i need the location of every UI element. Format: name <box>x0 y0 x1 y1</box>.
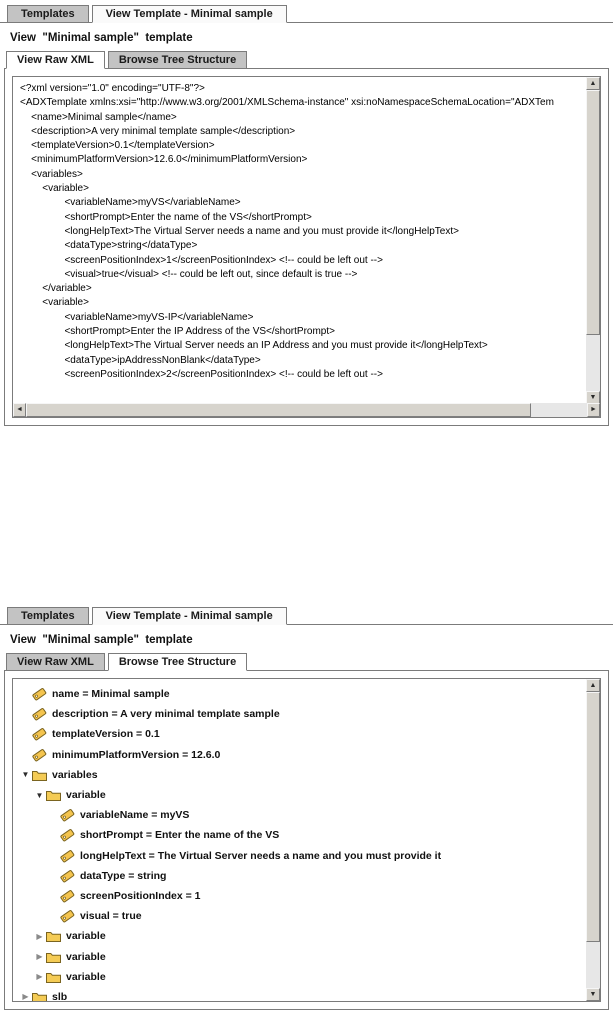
tree-item-label: variable <box>66 970 106 983</box>
tree-item-label: templateVersion = 0.1 <box>52 728 160 741</box>
xml-line: <templateVersion>0.1</templateVersion> <box>20 140 215 152</box>
tree-item-label: dataType = string <box>80 869 167 882</box>
subtab-browse-tree-structure[interactable] <box>108 51 247 69</box>
left-arrow-icon: ◄ <box>16 406 23 413</box>
tree-folder-item[interactable] <box>13 946 586 966</box>
up-arrow-icon: ▲ <box>589 682 597 689</box>
xml-line: <shortPrompt>Enter the IP Address of the VS</shortPrompt> <box>20 326 335 338</box>
collapse-arrow-icon[interactable]: ▼ <box>21 770 30 780</box>
subtab-view-raw-xml[interactable] <box>6 653 105 671</box>
tab-templates[interactable] <box>7 5 89 23</box>
tree-item-label: variable <box>66 789 106 802</box>
horizontal-scrollbar[interactable] <box>13 403 600 417</box>
xml-line: <shortPrompt>Enter the name of the VS</shortPrompt> <box>20 211 312 223</box>
tree-item-label: variable <box>66 950 106 963</box>
tab-templates-label: Templates <box>21 8 75 20</box>
template-tree[interactable] <box>12 678 601 1002</box>
xml-line: <variableName>myVS</variableName> <box>20 197 241 209</box>
subtab-browse-tree-structure[interactable] <box>108 653 247 671</box>
up-arrow-icon: ▲ <box>589 80 597 87</box>
subtab-view-raw-xml-label: View Raw XML <box>17 54 94 66</box>
tree-item-label: longHelpText = The Virtual Server needs a name and you must provide it <box>80 849 442 862</box>
expand-arrow-icon[interactable]: ▶ <box>36 931 43 941</box>
xml-line: <ADXTemplate xmlns:xsi="http://www.w3.org/2001/XMLSchema-instance" xsi:noNamespaceSchemaLocation="ADXTem <box>20 97 554 109</box>
tree-item-label: shortPrompt = Enter the name of the VS <box>80 829 280 842</box>
tree-item-label: description = A very minimal template sample <box>52 708 280 721</box>
scroll-left-button[interactable] <box>13 403 26 417</box>
tree-leaf-item[interactable] <box>13 745 586 765</box>
tab-templates[interactable] <box>7 607 89 625</box>
tree-folder-item[interactable] <box>13 765 586 785</box>
tree-leaf-item[interactable] <box>13 886 586 906</box>
right-arrow-icon: ► <box>590 406 597 413</box>
tree-folder-item[interactable] <box>13 967 586 987</box>
subtab-browse-tree-structure-label: Browse Tree Structure <box>118 656 237 668</box>
tree-item-label: slb <box>52 990 68 1001</box>
xml-line: <screenPositionIndex>1</screenPositionIndex> <!-- could be left out --> <box>20 254 383 266</box>
tag-icon <box>60 889 77 903</box>
xml-line: <description>A very minimal template sample</description> <box>20 125 296 137</box>
xml-line: <longHelpText>The Virtual Server needs a name and you must provide it</longHelpText> <box>20 225 459 237</box>
tree-structure-panel <box>4 670 609 1010</box>
tag-icon <box>60 869 77 883</box>
tag-icon <box>32 707 49 721</box>
tree-folder-item[interactable] <box>13 785 586 805</box>
tree-item-label: name = Minimal sample <box>52 688 170 701</box>
tree-leaf-item[interactable] <box>13 846 586 866</box>
vertical-scroll-thumb[interactable] <box>586 692 600 942</box>
subtab-browse-tree-structure-label: Browse Tree Structure <box>118 54 237 66</box>
raw-xml-panel <box>4 68 609 426</box>
xml-line: <visual>true</visual> <!-- could be left out, since default is true --> <box>20 268 358 280</box>
xml-line: <variableName>myVS-IP</variableName> <box>20 311 254 323</box>
folder-icon <box>32 769 49 781</box>
tree-item-label: variable <box>66 930 106 943</box>
tree-item-label: screenPositionIndex = 1 <box>80 889 201 902</box>
tree-item-label: variables <box>52 768 98 781</box>
vertical-scroll-thumb[interactable] <box>586 90 600 335</box>
down-arrow-icon: ▼ <box>589 991 597 998</box>
scroll-up-button[interactable] <box>586 77 600 90</box>
tree-folder-item[interactable] <box>13 926 586 946</box>
tree-item-label: visual = true <box>80 910 142 923</box>
tree-leaf-item[interactable] <box>13 906 586 926</box>
tree-rows <box>13 679 586 1001</box>
expand-arrow-icon[interactable]: ▶ <box>36 972 43 982</box>
tag-icon <box>32 727 49 741</box>
xml-line: <variable> <box>20 297 89 309</box>
view-template-heading: View "Minimal sample" template <box>10 634 193 646</box>
tab-templates-label: Templates <box>21 610 75 622</box>
subtab-view-raw-xml-label: View Raw XML <box>17 656 94 668</box>
scroll-up-button[interactable] <box>586 679 600 692</box>
xml-text-area[interactable] <box>12 76 601 418</box>
xml-content <box>13 77 586 403</box>
folder-icon <box>46 930 63 942</box>
xml-line: </variable> <box>20 283 92 295</box>
tree-leaf-item[interactable] <box>13 704 586 724</box>
xml-line: <name>Minimal sample</name> <box>20 111 177 123</box>
expand-arrow-icon[interactable]: ▶ <box>22 992 29 1001</box>
xml-line: <dataType>string</dataType> <box>20 240 198 252</box>
tag-icon <box>60 849 77 863</box>
raw-xml-view <box>0 0 613 426</box>
xml-line: <dataType>ipAddressNonBlank</dataType> <box>20 354 261 366</box>
folder-icon <box>46 951 63 963</box>
vertical-scrollbar[interactable] <box>586 679 600 1001</box>
tree-leaf-item[interactable] <box>13 684 586 704</box>
folder-icon <box>32 991 49 1001</box>
vertical-scrollbar[interactable] <box>586 77 600 404</box>
xml-line: <?xml version="1.0" encoding="UTF-8"?> <box>20 83 205 94</box>
tree-leaf-item[interactable] <box>13 866 586 886</box>
xml-line: <screenPositionIndex>2</screenPositionIndex> <!-- could be left out --> <box>20 368 383 380</box>
collapse-arrow-icon[interactable]: ▼ <box>35 790 44 800</box>
main-tab-bar <box>0 0 613 23</box>
scroll-down-button[interactable] <box>586 988 600 1001</box>
tag-icon <box>60 808 77 822</box>
tree-structure-view <box>0 602 613 1010</box>
sub-tab-bar <box>0 653 613 670</box>
tree-leaf-item[interactable] <box>13 825 586 845</box>
tab-view-template-minimal-sample[interactable] <box>92 607 287 625</box>
folder-icon <box>46 971 63 983</box>
expand-arrow-icon[interactable]: ▶ <box>36 952 43 962</box>
tree-item-label: variableName = myVS <box>80 809 190 822</box>
tree-folder-item[interactable] <box>13 987 586 1001</box>
tag-icon <box>32 748 49 762</box>
tree-item-label: minimumPlatformVersion = 12.6.0 <box>52 748 221 761</box>
tag-icon <box>32 687 49 701</box>
tree-leaf-item[interactable] <box>13 724 586 744</box>
tag-icon <box>60 828 77 842</box>
xml-line: <minimumPlatformVersion>12.6.0</minimumPlatformVersion> <box>20 154 308 166</box>
main-tab-bar <box>0 602 613 625</box>
folder-icon <box>46 789 63 801</box>
tab-view-template-label: View Template - Minimal sample <box>105 8 273 20</box>
xml-line: <longHelpText>The Virtual Server needs an IP Address and you must provide it</longHelpText> <box>20 340 488 352</box>
view-template-heading: View "Minimal sample" template <box>10 32 193 44</box>
horizontal-scroll-thumb[interactable] <box>26 403 531 417</box>
subtab-view-raw-xml[interactable] <box>6 51 105 69</box>
xml-line: <variable> <box>20 183 89 195</box>
tab-view-template-label: View Template - Minimal sample <box>105 610 273 622</box>
scroll-right-button[interactable] <box>587 403 600 417</box>
down-arrow-icon: ▼ <box>589 394 597 401</box>
tree-leaf-item[interactable] <box>13 805 586 825</box>
xml-line: <variables> <box>20 168 83 180</box>
tag-icon <box>60 909 77 923</box>
tab-view-template-minimal-sample[interactable] <box>92 5 287 23</box>
sub-tab-bar <box>0 51 613 68</box>
